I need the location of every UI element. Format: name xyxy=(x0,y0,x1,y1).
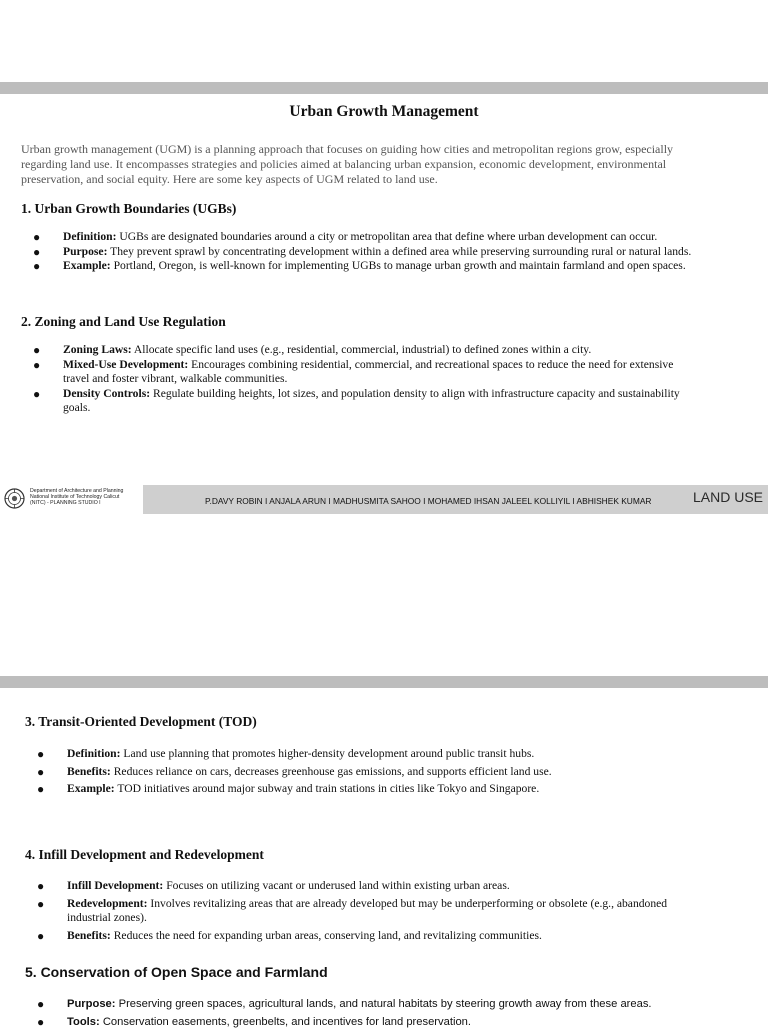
list-item-text: Reduces the need for expanding urban areas, conserving land, and revitalizing communities. xyxy=(111,929,542,942)
bullet-icon: ● xyxy=(33,230,40,245)
intro-line: regarding land use. It encompasses strategies and policies aimed at balancing urban expansion, economic development, environmental xyxy=(21,157,751,172)
list-item-term: Mixed-Use Development: xyxy=(63,358,188,371)
list-item-term: Benefits: xyxy=(67,929,111,942)
section-heading-tod: 3. Transit-Oriented Development (TOD) xyxy=(25,714,257,730)
page-footer xyxy=(0,485,768,514)
list-item-term: Infill Development: xyxy=(67,879,163,892)
bullet-icon: ● xyxy=(33,358,40,373)
bullet-icon: ● xyxy=(37,929,44,944)
bullet-icon: ● xyxy=(37,879,44,894)
page-separator-top xyxy=(0,82,768,94)
bullet-icon: ● xyxy=(37,782,44,797)
list-item-text: Preserving green spaces, agricultural lands, and natural habitats by steering growth away from these areas. xyxy=(116,998,652,1010)
tod-list xyxy=(25,747,755,797)
bullet-icon: ● xyxy=(33,259,40,274)
list-item-text: Involves revitalizing areas that are already developed but may be underperforming or obsolete (e.g., abandoned xyxy=(148,897,668,910)
land-use-tag: LAND USE xyxy=(693,489,763,505)
list-item-continuation: industrial zones). xyxy=(67,911,147,924)
list-item-continuation: goals. xyxy=(63,401,90,414)
list-item-term: Example: xyxy=(63,259,111,272)
section-heading-zoning: 2. Zoning and Land Use Regulation xyxy=(21,314,226,330)
page-title: Urban Growth Management xyxy=(0,103,768,121)
department-block xyxy=(0,485,143,514)
list-item-text: Encourages combining residential, commercial, and recreational spaces to reduce the need for extensive xyxy=(188,358,673,371)
list-item xyxy=(21,358,761,387)
list-item xyxy=(25,897,755,926)
section-heading-infill: 4. Infill Development and Redevelopment xyxy=(25,847,264,863)
bullet-icon: ● xyxy=(37,997,44,1012)
list-item-term: Definition: xyxy=(63,230,116,243)
bullet-icon: ● xyxy=(33,343,40,358)
list-item-term: Purpose: xyxy=(67,998,116,1010)
ugb-list xyxy=(21,230,761,274)
bullet-icon: ● xyxy=(33,387,40,402)
conservation-list xyxy=(25,997,755,1029)
section-heading-conservation: 5. Conservation of Open Space and Farmland xyxy=(25,964,328,980)
bullet-icon: ● xyxy=(33,245,40,260)
list-item-text: Reduces reliance on cars, decreases greenhouse gas emissions, and supports efficient land use. xyxy=(111,765,552,778)
intro-line: Urban growth management (UGM) is a planning approach that focuses on guiding how cities and metropolitan regions grow, especially xyxy=(21,142,751,157)
list-item xyxy=(21,259,761,274)
section-heading-ugb: 1. Urban Growth Boundaries (UGBs) xyxy=(21,201,236,217)
list-item xyxy=(25,747,755,762)
list-item-term: Purpose: xyxy=(63,245,107,258)
institute-seal-icon xyxy=(4,488,25,509)
list-item-term: Redevelopment: xyxy=(67,897,148,910)
list-item xyxy=(25,1015,755,1029)
list-item-text: Conservation easements, greenbelts, and incentives for land preservation. xyxy=(100,1016,471,1028)
list-item-text: They prevent sprawl by concentrating development within a defined area while preserving surrounding rural or natural lands. xyxy=(107,245,691,258)
list-item xyxy=(21,343,761,358)
list-item-text: Land use planning that promotes higher-density development around public transit hubs. xyxy=(120,747,534,760)
intro-line: preservation, and social equity. Here are some key aspects of UGM related to land use. xyxy=(21,172,751,187)
list-item-term: Zoning Laws: xyxy=(63,343,132,356)
department-line: Department of Architecture and Planning xyxy=(30,488,123,494)
list-item xyxy=(25,782,755,797)
list-item-text: Portland, Oregon, is well-known for implementing UGBs to manage urban growth and maintain farmland and open spaces. xyxy=(111,259,686,272)
list-item-text: Regulate building heights, lot sizes, and population density to align with infrastructure capacity and sustainability xyxy=(150,387,680,400)
intro-paragraph xyxy=(21,142,751,187)
list-item xyxy=(21,387,761,416)
bullet-icon: ● xyxy=(37,1015,44,1029)
list-item-text: TOD initiatives around major subway and train stations in cities like Tokyo and Singapore. xyxy=(115,782,540,795)
list-item-continuation: travel and foster vibrant, walkable communities. xyxy=(63,372,287,385)
list-item-term: Benefits: xyxy=(67,765,111,778)
bullet-icon: ● xyxy=(37,897,44,912)
list-item xyxy=(25,997,755,1012)
page-separator-bottom xyxy=(0,676,768,688)
list-item-term: Example: xyxy=(67,782,115,795)
list-item xyxy=(21,245,761,260)
list-item-text: Allocate specific land uses (e.g., residential, commercial, industrial) to defined zones within a city. xyxy=(132,343,592,356)
department-line: (NITC) - PLANNING STUDIO I xyxy=(30,500,123,506)
infill-list xyxy=(25,879,755,943)
list-item-term: Definition: xyxy=(67,747,120,760)
list-item-term: Density Controls: xyxy=(63,387,150,400)
list-item-text: Focuses on utilizing vacant or underused land within existing urban areas. xyxy=(163,879,509,892)
list-item xyxy=(25,879,755,894)
list-item xyxy=(25,929,755,944)
department-line: National Institute of Technology Calicut xyxy=(30,494,123,500)
bullet-icon: ● xyxy=(37,747,44,762)
zoning-list xyxy=(21,343,761,416)
list-item xyxy=(21,230,761,245)
list-item-term: Tools: xyxy=(67,1016,100,1028)
list-item xyxy=(25,765,755,780)
list-item-text: UGBs are designated boundaries around a city or metropolitan area that define where urban development can occur. xyxy=(116,230,657,243)
author-names: P.DAVY ROBIN I ANJALA ARUN I MADHUSMITA SAHOO I MOHAMED IHSAN JALEEL KOLLIYIL I ABHISHEK KUMAR xyxy=(205,496,651,506)
department-text xyxy=(30,488,123,506)
bullet-icon: ● xyxy=(37,765,44,780)
